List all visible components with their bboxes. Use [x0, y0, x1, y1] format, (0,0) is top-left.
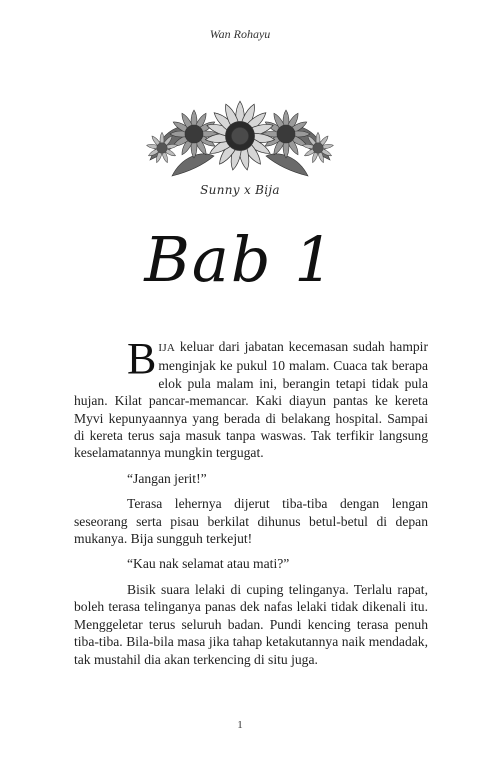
paragraph-1	[74, 334, 428, 462]
running-head-author: Wan Rohayu	[209, 27, 271, 41]
page-number: 1	[237, 719, 243, 731]
sunflower-bouquet-icon	[142, 90, 338, 186]
paragraph-3: Terasa lehernya dijerut tiba-tiba dengan lengan seseorang serta pisau berkilat dihunus betul-betul di depan mukanya. Bija sungguh terkejut!	[74, 496, 428, 547]
chapter-body	[74, 334, 428, 676]
drop-cap-smallcaps: IJA	[158, 342, 176, 354]
paragraph-5: Bisik suara lelaki di cuping telinganya. Terlalu rapat, boleh terasa telinganya panas dek nafas lelaki tidak dikenali itu. Menggeletar terus seluruh badan. Pundi kencing terasa penuh tiba-tiba. Bila-bila masa jika tahap ketakutannya naik mendadak, tak mustahil dia akan terkencing di situ juga.	[74, 581, 428, 667]
paragraph-1-text: keluar dari jabatan kecemasan sudah hampir menginjak ke pukul 10 malam. Cuaca tak berapa elok pula malam ini, berangin tetapi tidak pula hujan. Kilat pancar-memancar. Kaki diayun pantas ke kereta Myvi kepunyaannya yang berada di belakang hospital. Sampai di kereta terus saja masuk tanpa waswas. Tak terfikir langsung keselamatannya mungkin tergugat.	[74, 339, 428, 461]
paragraph-4: “Kau nak selamat atau mati?”	[127, 556, 290, 572]
paragraph-2: “Jangan jerit!”	[127, 470, 207, 486]
ornament-caption: Sunny x Bija	[200, 183, 280, 197]
chapter-title: Bab 1	[144, 223, 336, 296]
drop-cap: B	[127, 334, 157, 383]
